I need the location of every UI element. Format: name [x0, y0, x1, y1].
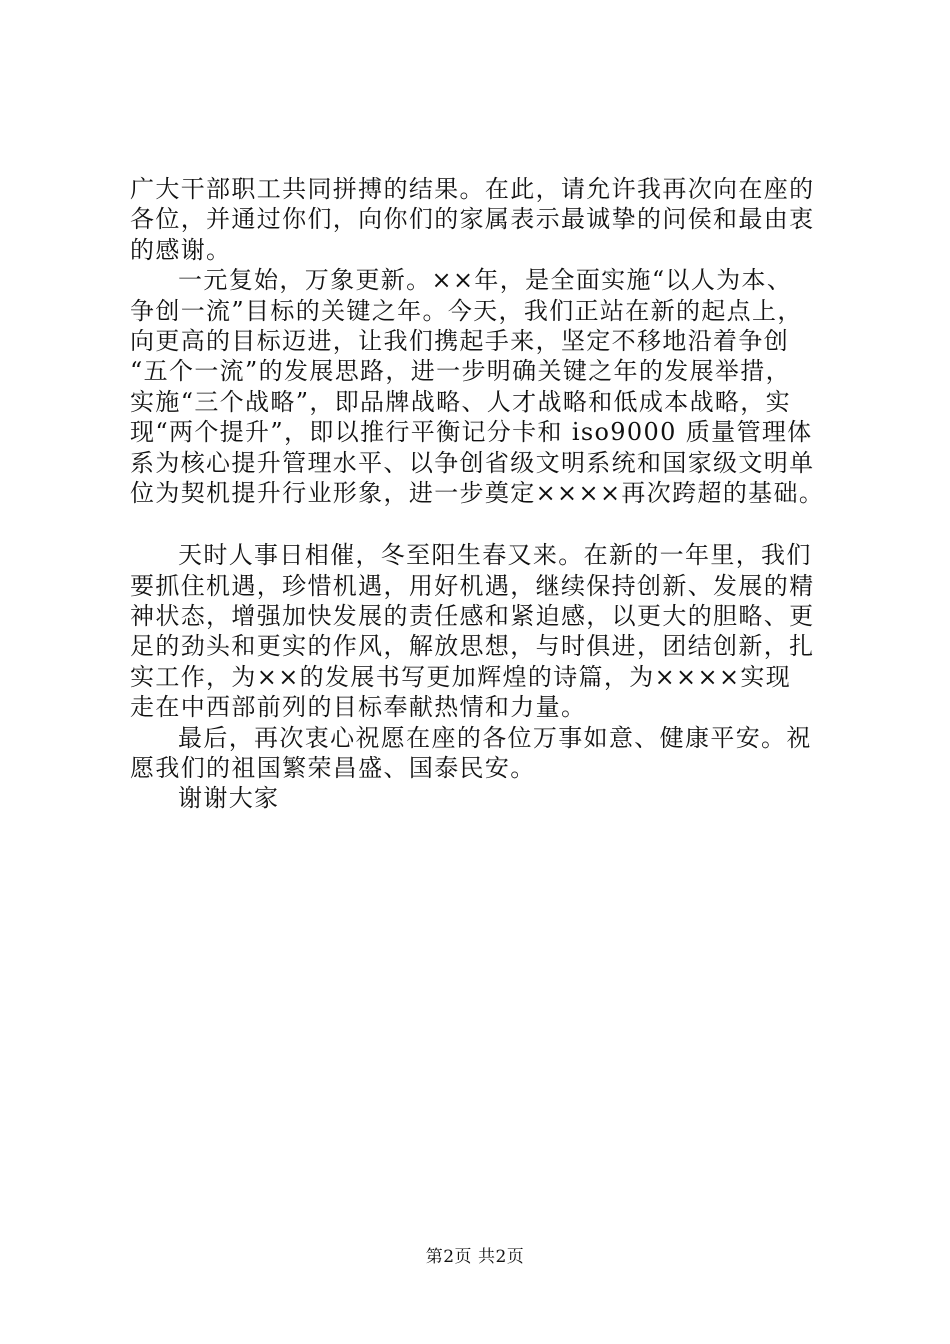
paragraph-gap: [130, 508, 860, 540]
text-line: 实施“三个战略”，即品牌战略、人才战略和低成本战略，实: [130, 387, 791, 416]
text-line: 最后，再次衷心祝愿在座的各位万事如意、健康平安。祝: [178, 723, 812, 752]
text-line: 要抓住机遇，珍惜机遇，用好机遇，继续保持创新、发展的精: [130, 571, 815, 600]
text-line: 现“两个提升”，即以推行平衡记分卡和 iso9000 质量管理体: [130, 418, 813, 447]
document-body: [130, 174, 860, 814]
text-line: 的感谢。: [130, 235, 232, 264]
text-line: 天时人事日相催，冬至阳生春又来。在新的一年里，我们: [178, 541, 812, 570]
text-line: 一元复始，万象更新。××年，是全面实施“以人为本、: [178, 266, 793, 295]
paragraph-p5: [130, 783, 860, 813]
text-line: 走在中西部前列的目标奉献热情和力量。: [130, 693, 587, 722]
text-line: 系为核心提升管理水平、以争创省级文明系统和国家级文明单: [130, 448, 815, 477]
paragraph-p2: [130, 265, 860, 508]
closing-line: 谢谢大家: [178, 784, 280, 813]
text-line: 广大干部职工共同拼搏的结果。在此，请允许我再次向在座的: [130, 175, 815, 203]
paragraph-p4: [130, 723, 860, 784]
text-line: 神状态，增强加快发展的责任感和紧迫感，以更大的胆略、更: [130, 602, 815, 631]
paragraph-p1: [130, 174, 860, 265]
text-line: 足的劲头和更实的作风，解放思想，与时俱进，团结创新，扎: [130, 632, 815, 661]
text-line: 向更高的目标迈进，让我们携起手来，坚定不移地沿着争创: [130, 326, 790, 355]
paragraph-p3: [130, 540, 860, 722]
text-line: 各位，并通过你们，向你们的家属表示最诚挚的问侯和最由衷: [130, 205, 815, 234]
text-line: 愿我们的祖国繁荣昌盛、国泰民安。: [130, 754, 536, 783]
text-line: 实工作，为××的发展书写更加辉煌的诗篇，为××××实现: [130, 662, 792, 691]
text-line: 争创一流”目标的关键之年。今天，我们正站在新的起点上，: [130, 296, 803, 325]
page-footer: 第2页 共2页: [425, 1247, 525, 1267]
text-line: “五个一流”的发展思路，进一步明确关键之年的发展举措，: [130, 357, 791, 386]
text-line: 位为契机提升行业形象，进一步奠定××××再次跨超的基础。: [130, 478, 825, 507]
